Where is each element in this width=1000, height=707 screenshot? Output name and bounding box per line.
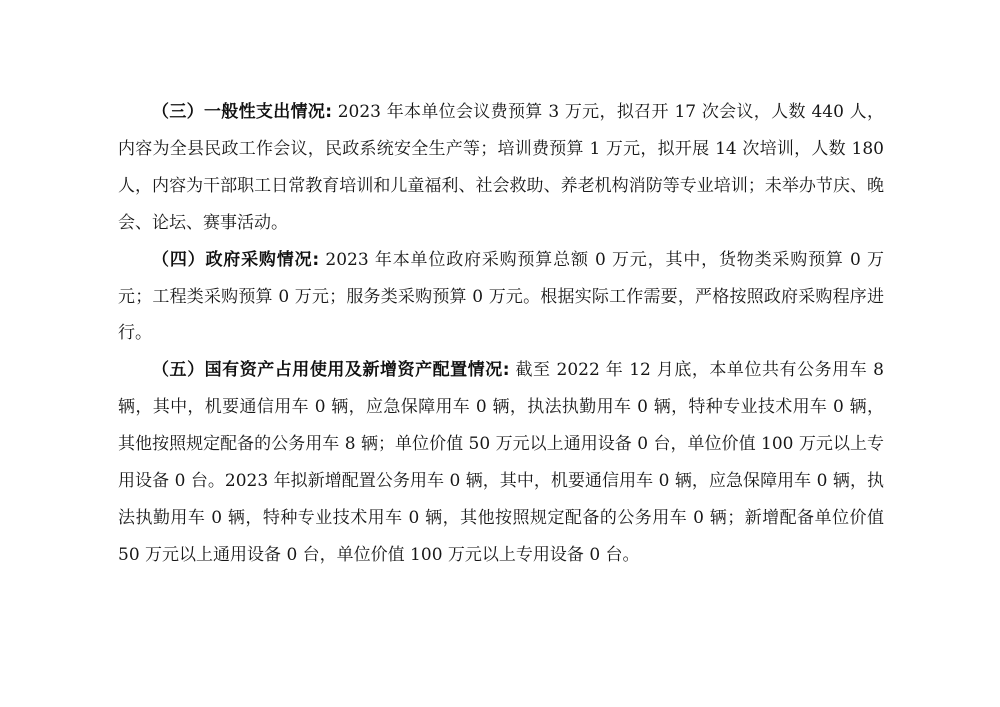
paragraph-state-assets	[118, 352, 884, 573]
paragraph-text-state-assets: 截至 2022 年 12 月底，本单位共有公务用车 8 辆，其中，机要通信用车 0 辆，应急保障用车 0 辆，执法执勤用车 0 辆，特种专业技术用车 0 辆，其他按照规定配备的公务用车 8 辆；单位价值 50 万元以上通用设备 0 台，单位价值 100 万元以上专用设备 0 台。2023 年拟新增配置公务用车 0 辆，其中，机要通信用车 0 辆，应急保障用车 0 辆，执法执勤用车 0 辆，特种专业技术用车 0 辆，其他按照规定配备的公务用车 0 辆；新增配备单位价值 50 万元以上通用设备 0 台，单位价值 100 万元以上专用设备 0 台。	[118, 360, 884, 565]
paragraph-general-expenditure	[118, 94, 884, 242]
paragraph-government-procurement	[118, 242, 884, 353]
section-heading-general-expenditure: （三）一般性支出情况:	[152, 102, 332, 122]
section-heading-government-procurement: （四）政府采购情况:	[152, 249, 320, 270]
document-body	[118, 94, 884, 574]
paragraph-text-government-procurement: 2023 年本单位政府采购预算总额 0 万元，其中，货物类采购预算 0 万元；工程类采购预算 0 万元；服务类采购预算 0 万元。根据实际工作需要，严格按照政府采购程序进行。	[118, 249, 884, 344]
paragraph-text-general-expenditure: 2023 年本单位会议费预算 3 万元，拟召开 17 次会议，人数 440 人，内容为全县民政工作会议，民政系统安全生产等；培训费预算 1 万元，拟开展 14 次培训，人数 180 人，内容为干部职工日常教育培训和儿童福利、社会救助、养老机构消防等专业培训；未举办节庆、晚会、论坛、赛事活动。	[118, 102, 884, 233]
section-heading-state-assets: （五）国有资产占用使用及新增资产配置情况:	[152, 360, 510, 381]
